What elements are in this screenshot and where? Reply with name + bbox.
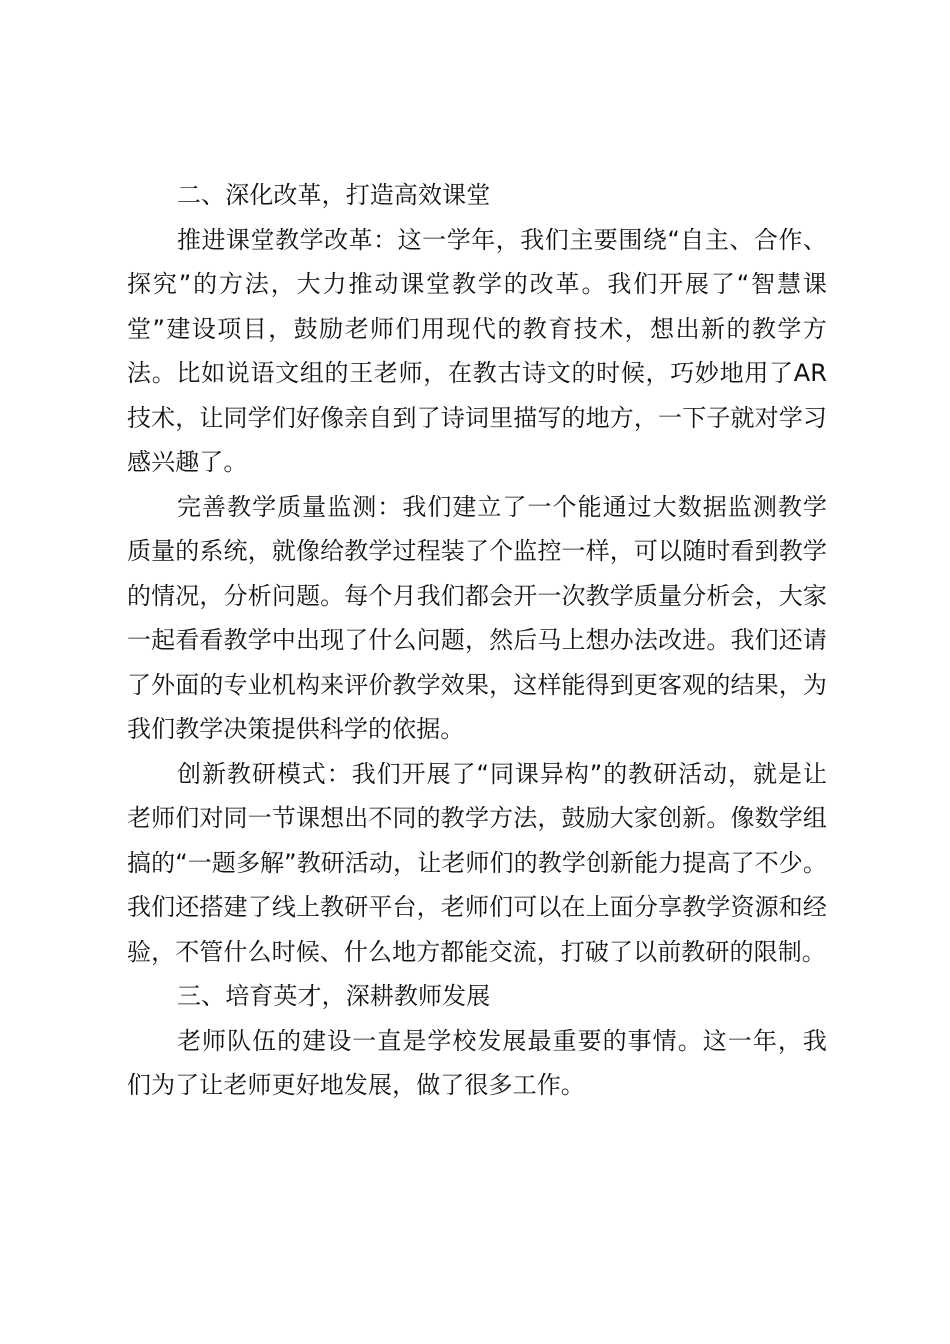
- document-body: [127, 173, 827, 1108]
- paragraph: 老师队伍的建设一直是学校发展最重要的事情。这一年，我们为了让老师更好地发展，做了很多工作。: [127, 1026, 827, 1099]
- paragraph: 完善教学质量监测：我们建立了一个能通过大数据监测教学质量的系统，就像给教学过程装了个监控一样，可以随时看到教学的情况，分析问题。每个月我们都会开一次教学质量分析会，大家一起看看教学中出现了什么问题，然后马上想办法改进。我们还请了外面的专业机构来评价教学效果，这样能得到更客观的结果，为我们教学决策提供科学的依据。: [127, 492, 827, 743]
- section-heading: 三、培育英才，深耕教师发展: [177, 982, 491, 1010]
- paragraph: 推进课堂教学改革：这一学年，我们主要围绕“自主、合作、探究”的方法，大力推动课堂教学的改革。我们开展了“智慧课堂”建设项目，鼓励老师们用现代的教育技术，想出新的教学方法。比如说语文组的王老师，在教古诗文的时候，巧妙地用了AR技术，让同学们好像亲自到了诗词里描写的地方，一下子就对学习感兴趣了。: [127, 225, 827, 476]
- section-heading: 二、深化改革，打造高效课堂: [177, 181, 491, 209]
- paragraph: 创新教研模式：我们开展了“同课异构”的教研活动，就是让老师们对同一节课想出不同的教学方法，鼓励大家创新。像数学组搞的“一题多解”教研活动，让老师们的教学创新能力提高了不少。我们还搭建了线上教研平台，老师们可以在上面分享教学资源和经验，不管什么时候、什么地方都能交流，打破了以前教研的限制。: [127, 759, 827, 966]
